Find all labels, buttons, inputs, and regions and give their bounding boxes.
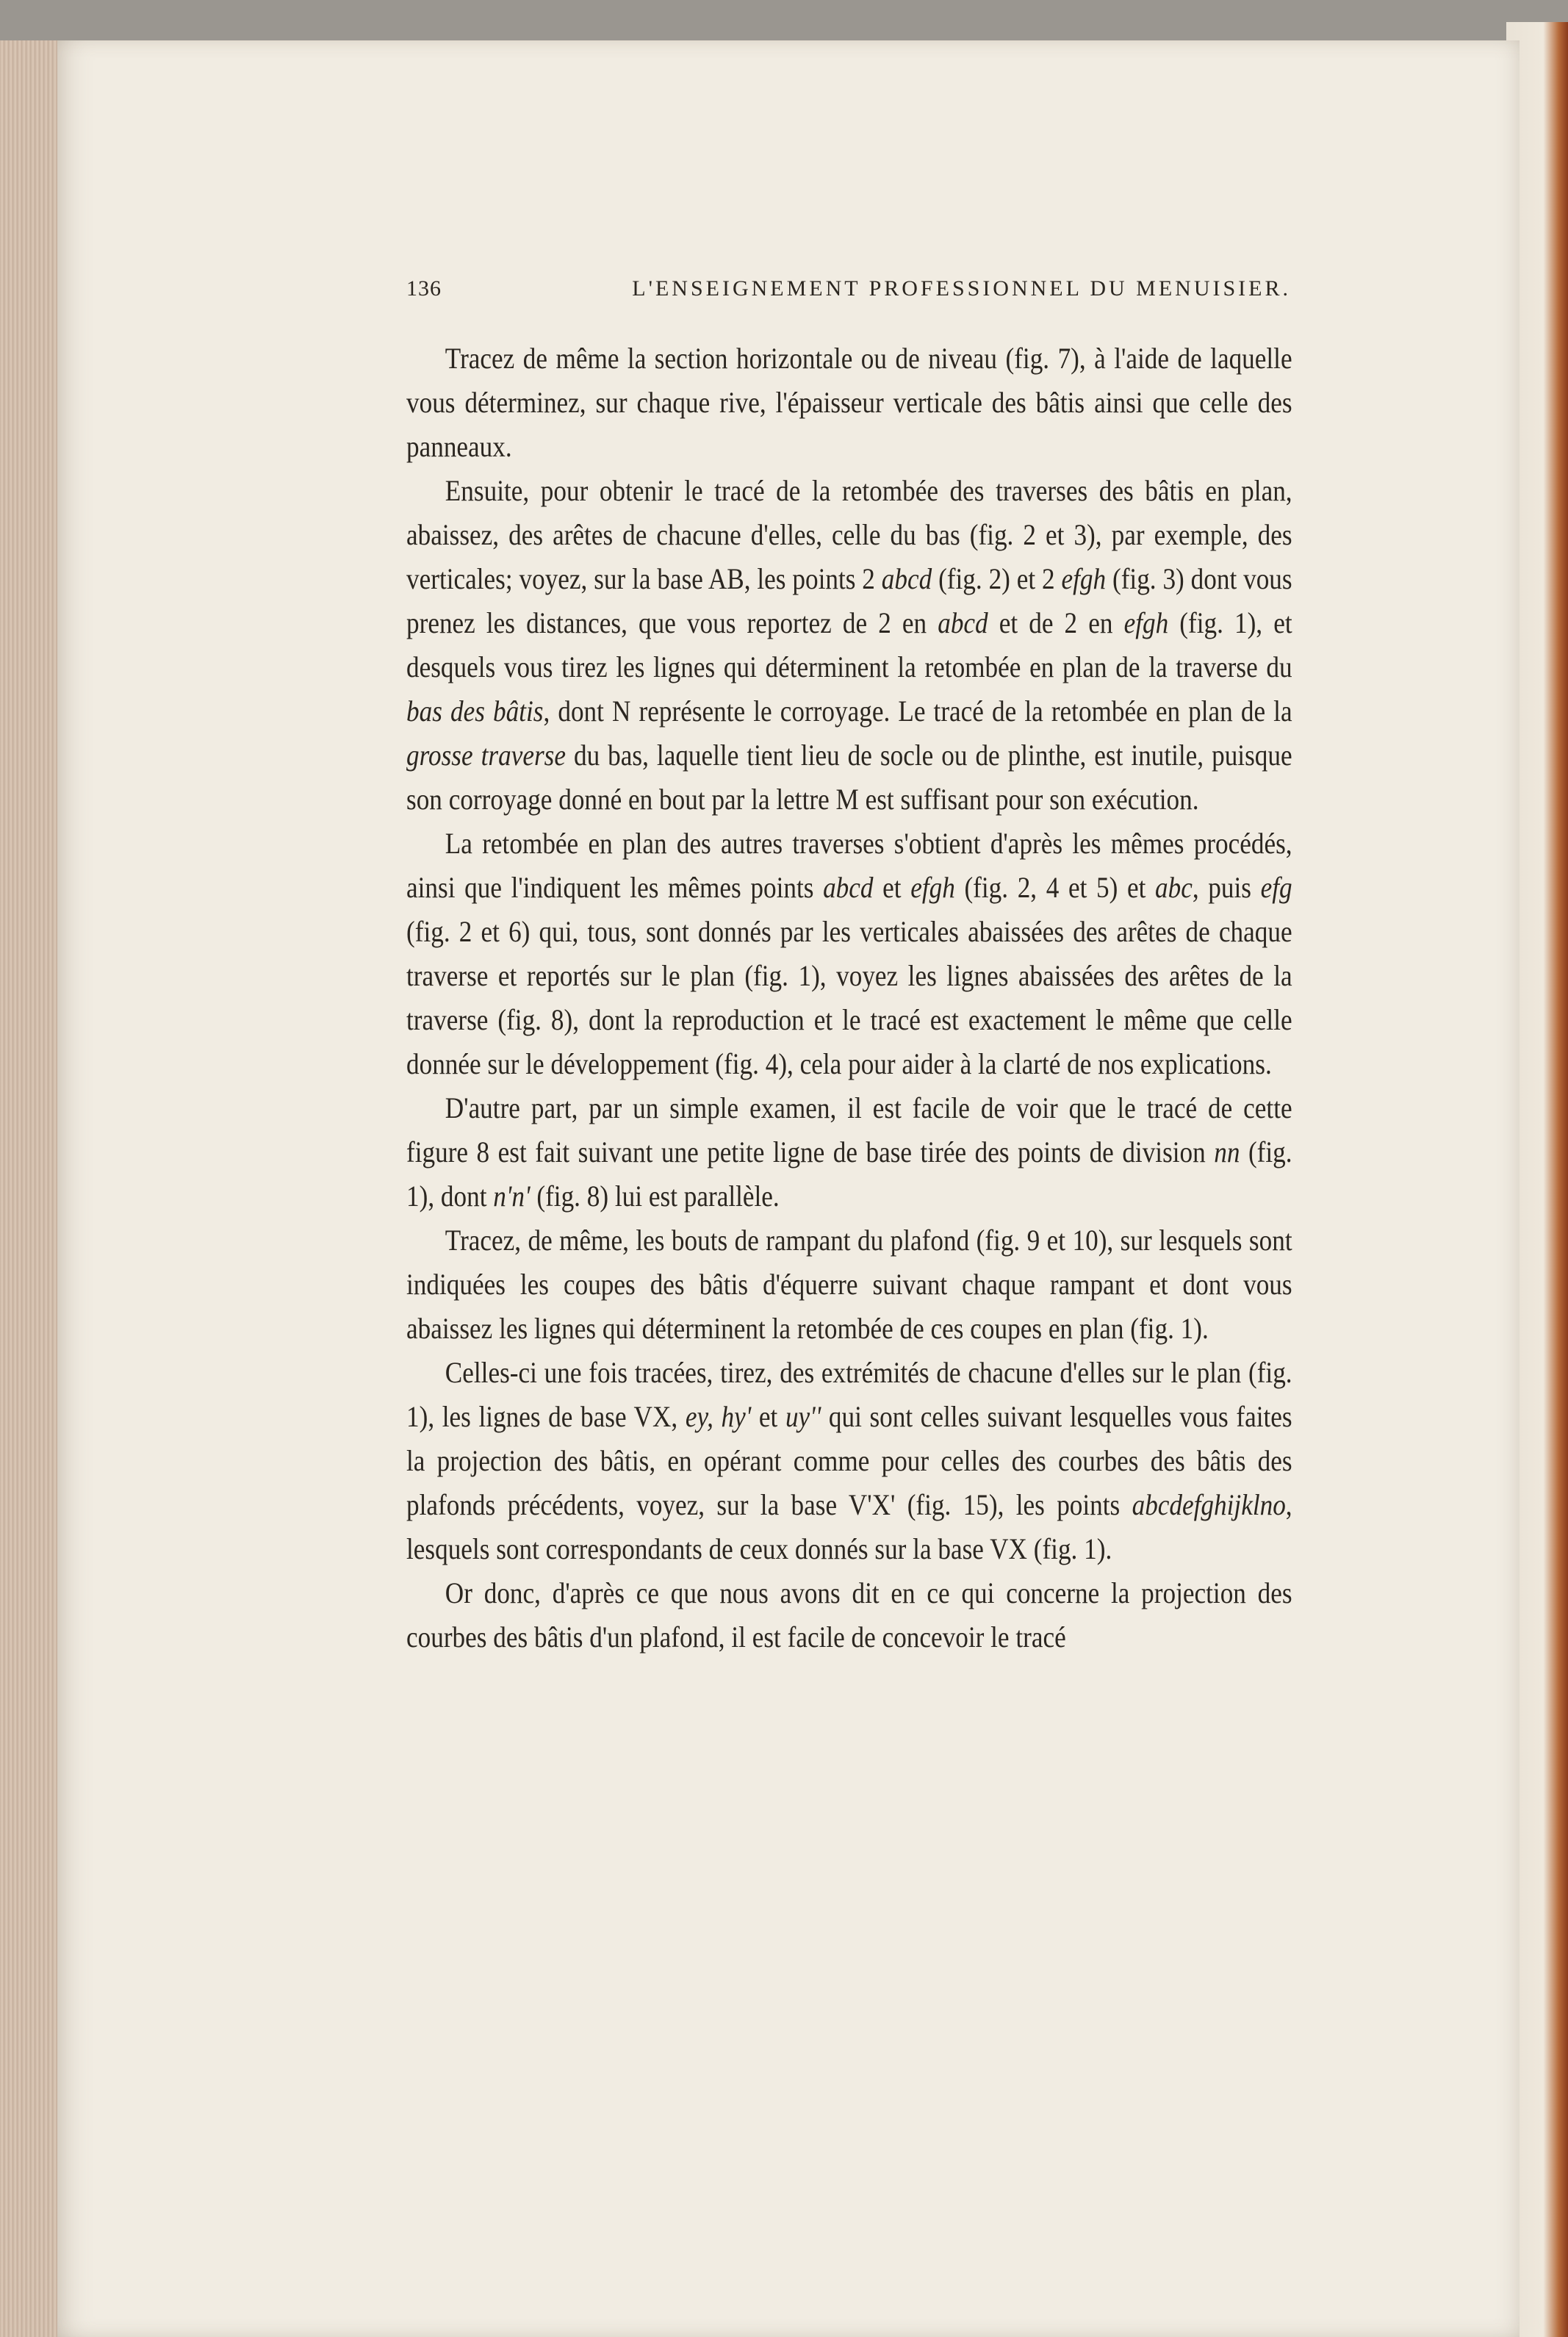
text-run: et (873, 871, 911, 904)
text-run: et (751, 1400, 785, 1433)
paragraph (406, 1086, 1292, 1218)
paragraph (406, 1218, 1292, 1351)
paragraph (406, 822, 1292, 1086)
page-number: 136 (406, 276, 442, 301)
italic-text-run: abcd (823, 871, 874, 904)
italic-text-run: efgh (1123, 606, 1169, 639)
text-run: Or donc, d'après ce que nous avons dit en ce qui concerne la projection des courbes des bâtis d'un plafond, il est facile de concevoir le tracé (406, 1576, 1292, 1654)
italic-text-run: nn (1214, 1135, 1240, 1168)
text-run: Celles-ci une fois tracées, tirez, des extrémités de chacune d'elles sur le plan (fig. 1), les lignes de base VX, (406, 1356, 1292, 1433)
text-run: La retombée en plan des autres traverses s'obtient d'après les mêmes procédés, ainsi que l'indiquent les mêmes points (406, 827, 1292, 904)
paragraph (406, 1351, 1292, 1571)
body-text (406, 337, 1292, 1659)
text-run: Tracez de même la section horizontale ou de niveau (fig. 7), à l'aide de laquelle vous déterminez, sur chaque rive, l'épaisseur verticale des bâtis ainsi que celle des panneaux. (406, 342, 1292, 463)
running-title: L'ENSEIGNEMENT PROFESSIONNEL DU MENUISIER. (632, 276, 1291, 301)
italic-text-run: abc (1155, 871, 1193, 904)
italic-text-run: efg (1260, 871, 1292, 904)
text-run: (fig. 2, 4 et 5) et (954, 871, 1156, 904)
italic-text-run: uy'' (785, 1400, 821, 1433)
italic-text-run: abcdefghijklno (1132, 1488, 1286, 1521)
italic-text-run: abcd (881, 562, 932, 595)
paragraph (406, 337, 1292, 469)
text-run: (fig. 3) dont vous prenez les distances, que vous reportez de 2 en (406, 562, 1292, 639)
text-run: , dont N représente le corroyage. Le tracé de la retombée en plan de la (543, 694, 1292, 728)
italic-text-run: grosse traverse (406, 739, 566, 772)
text-run: , lesquels sont correspondants de ceux donnés sur la base VX (fig. 1). (406, 1488, 1292, 1565)
text-run: (fig. 1), et desquels vous tirez les lignes qui déterminent la retombée en plan de la traverse du (406, 606, 1292, 683)
text-run: (fig. 2 et 6) qui, tous, sont donnés par les verticales abaissées des arêtes de chaque traverse et reportés sur le plan (fig. 1), voyez les lignes abaissées des arêtes de la traverse (fig. 8), dont la reproduction et le tracé est exactement le même que celle donnée sur le développement (fig. 4), cela pour aider à la clarté de nos explications. (406, 915, 1292, 1080)
running-header (406, 276, 1291, 313)
book-page-edges-left (0, 40, 65, 2337)
italic-text-run: efgh (1061, 562, 1107, 595)
italic-text-run: abcd (938, 606, 988, 639)
text-run: qui sont celles suivant lesquelles vous faites la projection des bâtis, en opérant comme pour celles des courbes des bâtis des plafonds précédents, voyez, sur la base V'X' (fig. 15), les points (406, 1400, 1292, 1521)
italic-text-run: bas des bâtis (406, 694, 544, 728)
text-run: , puis (1192, 871, 1261, 904)
italic-text-run: efgh (910, 871, 955, 904)
text-run: D'autre part, par un simple examen, il est facile de voir que le tracé de cette figure 8 est fait suivant une petite ligne de base tirée des points de division (406, 1091, 1292, 1168)
paragraph (406, 469, 1292, 822)
italic-text-run: ey, hy' (685, 1400, 752, 1433)
text-run: Tracez, de même, les bouts de rampant du plafond (fig. 9 et 10), sur lesquels sont indiquées les coupes des bâtis d'équerre suivant chaque rampant et dont vous abaissez les lignes qui déterminent la retombée de ces coupes en plan (fig. 1). (406, 1224, 1292, 1345)
text-run: (fig. 8) lui est parallèle. (530, 1180, 780, 1213)
italic-text-run: n'n' (493, 1180, 531, 1213)
text-run: Ensuite, pour obtenir le tracé de la retombée des traverses des bâtis en plan, abaissez, des arêtes de chacune d'elles, celle du bas (fig. 2 et 3), par exemple, des verticales; voyez, sur la base AB, les points 2 (406, 474, 1292, 595)
text-run: (fig. 1), dont (406, 1135, 1292, 1213)
text-run: du bas, laquelle tient lieu de socle ou de plinthe, est inutile, puisque son corroyage donné en bout par la lettre M est suffisant pour son exécution. (406, 739, 1292, 816)
text-run: et de 2 en (988, 606, 1124, 639)
paragraph (406, 1571, 1292, 1659)
text-run: (fig. 2) et 2 (932, 562, 1062, 595)
